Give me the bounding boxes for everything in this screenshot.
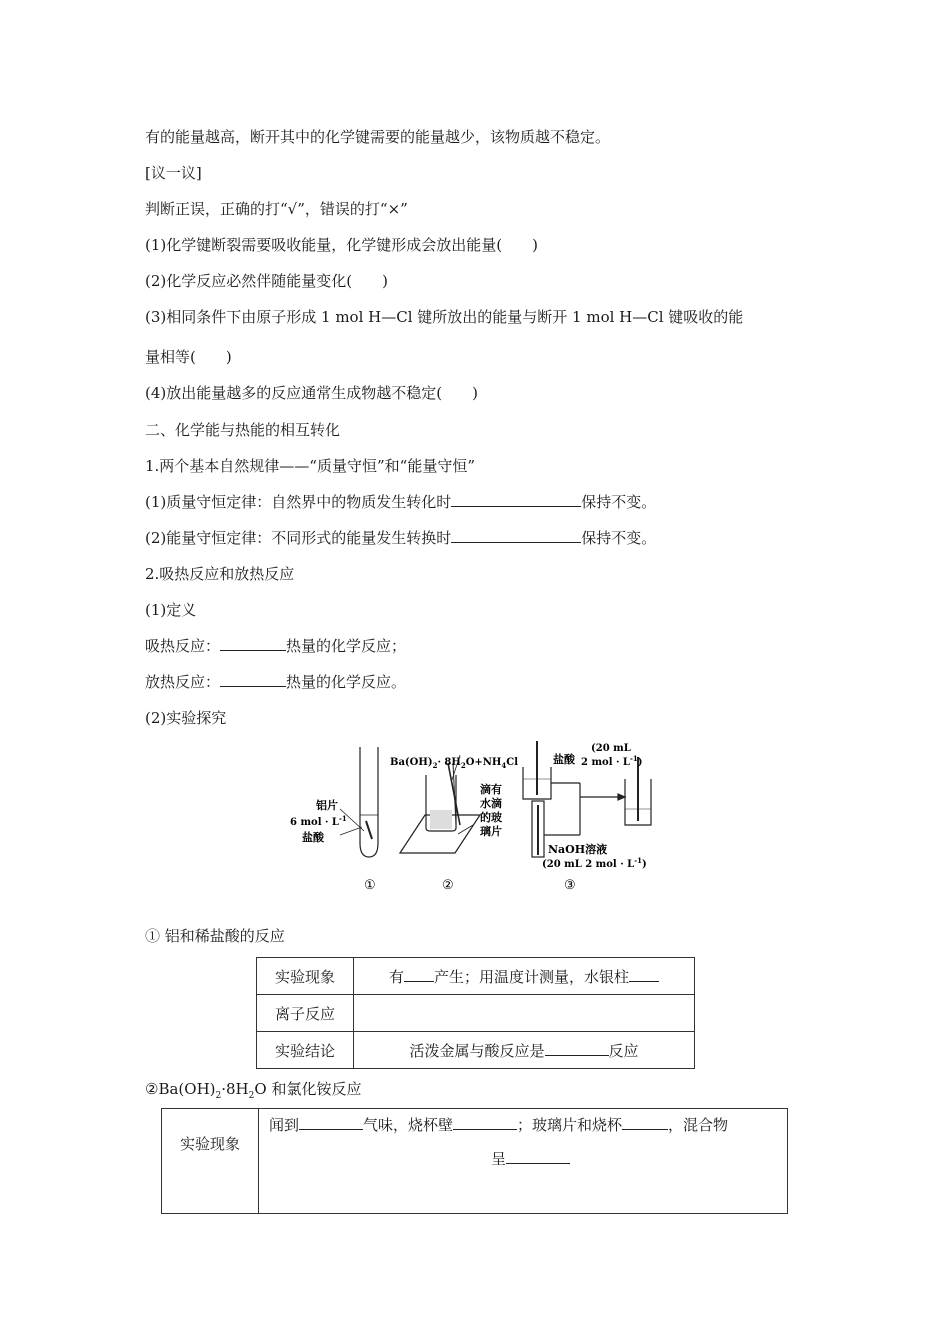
endothermic-blank[interactable] [220,636,286,651]
label-hcl-3: 盐酸 [553,753,575,766]
beaker-wall-text: 气味，烧杯壁 [363,1116,454,1134]
label-aluminum: 铝片 [316,799,338,812]
label-glass-2: 水滴 [480,797,502,810]
mixture-text: ，混合物 [668,1116,729,1134]
glass-text: ；玻璃片和烧杯 [517,1116,623,1134]
question-3: (3)相同条件下由原子形成 1 mol H—Cl 键所放出的能量与断开 1 mol H—Cl 键吸收的能 [145,308,744,326]
exp2-title-sub1: 2 [215,1091,222,1101]
discuss-instruction: 判断正误，正确的打“√”，错误的打“×” [145,200,408,218]
gas-blank[interactable] [404,967,434,982]
label-glass-4: 璃片 [480,825,502,838]
conclusion-blank[interactable] [545,1041,609,1056]
label-naoh: NaOH溶液 [548,843,608,856]
exothermic-end: 热量的化学反应。 [286,673,407,691]
endothermic-def [145,636,406,656]
subsection-1: 1.两个基本自然规律——“质量守恒”和“能量守恒” [145,457,475,475]
figure-number-1: ① [364,878,376,893]
label-glass-1: 滴有 [480,783,502,796]
beaker-wall-blank[interactable] [453,1115,517,1130]
exp2-table [161,1108,788,1214]
table-row [257,1032,695,1069]
exothermic-def [145,672,406,692]
row-content [259,1109,788,1214]
row-label: 离子反应 [257,995,354,1032]
exp2-title [145,1079,361,1106]
table-row [257,995,695,1032]
law-mass-end: 保持不变。 [581,493,657,511]
question-2: (2)化学反应必然伴随能量变化( ) [145,272,388,290]
exothermic-blank[interactable] [220,672,286,687]
label-naoh-amount: (20 mL 2 mol · $L^{-1}$) [542,856,647,870]
law-energy-end: 保持不变。 [581,529,657,547]
row-content [354,1032,695,1069]
table-row [162,1109,788,1214]
question-1: (1)化学键断裂需要吸收能量，化学键形成会放出能量( ) [145,236,538,254]
discuss-header: [议一议] [145,164,202,182]
label-glass-3: 的玻 [480,811,502,824]
experiment-title: (2)实验探究 [145,709,227,727]
appearance-blank[interactable] [506,1149,570,1164]
phenomenon-text-b: 产生；用温度计测量，水银柱 [434,967,630,986]
subsection-2: 2.吸热反应和放热反应 [145,565,295,583]
ionic-equation-cell[interactable] [354,995,695,1032]
test-tube-apparatus [340,747,378,857]
question-3-cont: 量相等( ) [145,348,232,366]
section-title: 二、化学能与热能的相互转化 [145,421,341,439]
smell-text: 闻到 [269,1116,300,1134]
phenomenon-text-a: 有 [388,967,404,986]
phenomenon-line-2 [269,1149,777,1169]
figure-number-2: ② [442,878,454,893]
law-energy-blank[interactable] [451,528,581,543]
row-label: 实验现象 [257,958,354,995]
question-4: (4)放出能量越多的反应通常生成物越不稳定( ) [145,384,478,402]
glass-blank[interactable] [622,1115,668,1130]
phenomenon-line-1 [269,1115,777,1135]
conclusion-text-a: 活泼金属与酸反应是 [409,1041,545,1060]
label-amount-1: (20 mL [591,743,631,754]
label-hcl-1: 盐酸 [302,831,324,844]
appearance-text: 呈 [491,1150,507,1168]
row-content [354,958,695,995]
label-reagents: $Ba(OH)_2\cdot 8H_2O+NH_4Cl$ [390,757,519,770]
exothermic-label: 放热反应： [145,673,221,691]
exp1-table [256,957,695,1069]
exp2-title-sub2: 2 [248,1091,255,1101]
exp1-title: ① 铝和稀盐酸的反应 [145,927,285,945]
row-label: 实验现象 [162,1109,259,1214]
definition-title: (1)定义 [145,601,197,619]
law-mass-blank[interactable] [451,492,581,507]
law-mass [145,492,656,512]
law-mass-text: (1)质量守恒定律：自然界中的物质发生转化时 [145,493,452,511]
label-amount-2: 2 mol · $L^{-1}$) [581,754,643,768]
figure-number-3: ③ [564,878,576,893]
intro-line: 有的能量越高，断开其中的化学键需要的能量越少，该物质越不稳定。 [145,128,611,146]
endothermic-end: 热量的化学反应； [286,637,407,655]
exp2-title-c: ·8H [221,1080,249,1098]
exp2-title-a: ②Ba(OH) [145,1080,216,1098]
exp2-title-e: O 和氯化铵反应 [254,1080,362,1098]
conclusion-text-b: 反应 [608,1041,639,1060]
smell-blank[interactable] [299,1115,363,1130]
row-label: 实验结论 [257,1032,354,1069]
law-energy-text: (2)能量守恒定律：不同形式的能量发生转换时 [145,529,452,547]
law-energy [145,528,656,548]
beaker-apparatus [400,755,480,853]
experiment-figure [280,735,660,895]
table-row [257,958,695,995]
label-concentration: 6 mol · $L^{-1}$ [290,814,347,828]
mercury-blank[interactable] [629,967,659,982]
endothermic-label: 吸热反应： [145,637,221,655]
